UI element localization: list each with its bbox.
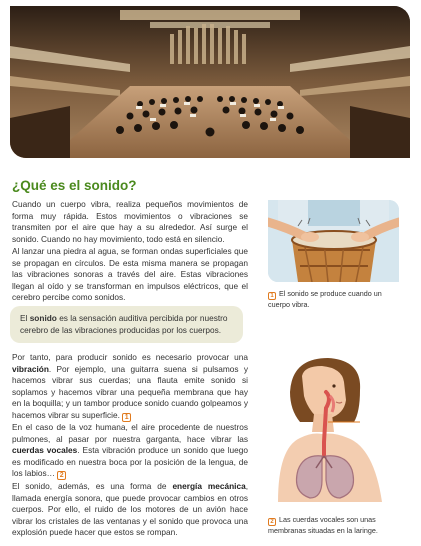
figure-ref-2[interactable]: 2 [57,471,66,480]
keyword-energia-mecanica: energía mecánica [172,481,246,491]
keyword-cuerdas-vocales: cuerdas vocales [12,445,78,456]
section-title: ¿Qué es el sonido? [12,178,137,193]
text-span: . Esta vibración produce un sonido que luego es modificado en nuestra boca por la posición de la lengua, de los labios… [12,445,248,479]
figure-ref-1[interactable]: 1 [122,413,131,422]
text-span: . Por ejemplo, una guitarra suena si pulsamos y hacemos vibrar sus cuerdas; una flauta emite sonido si soplamos y hacemos vibrar una pequeña membrana que hay en la boquilla; y un tambor produce sonido cuando golpeamos y hacemos vibrar su superficie. [12,363,248,420]
figure-2-caption [268,515,400,535]
definition-text: es la sensación auditiva percibida por nuestro cerebro de las vibraciones producidas por los cuerpos. [20,313,228,335]
figure-1-caption [268,289,400,309]
figure-2-number: 2 [268,518,276,526]
keyword-vibracion: vibración [12,363,49,374]
text-span: El sonido, además, es una forma de [12,481,173,491]
orchestra-image [10,6,410,158]
definition-box [10,306,243,343]
caption-text: El sonido se produce cuando un cuerpo vibra. [268,289,382,309]
caption-text: Las cuerdas vocales son unas membranas situadas en la laringe. [268,515,378,535]
vocal-tract-illustration [270,352,398,502]
paragraph-waves: Al lanzar una piedra al agua, se forman ondas superficiales que se propagan en círculos. De esta misma manera se propagan las vibraciones sonoras a través del aire. Estas vibraciones llegan al oído y se transforman en impulsos eléctricos, que el cerebro percibe como sonidos. [12,246,248,303]
text-span: Por tanto, para producir sonido es necesario provocar una [12,352,248,362]
paragraph-vibration [12,352,248,422]
paragraph-intro: Cuando un cuerpo vibra, realiza pequeños movimientos de forma muy rápida. Estos movimientos o vibraciones se transmiten por el aire que hay a su alrededor. Así surge el sonido. Cuando no hay movimiento, todo está en silencio. [12,199,248,244]
definition-prefix: El [20,313,30,323]
paragraph-voice [12,422,248,480]
drum-illustration [268,200,399,282]
definition-term: sonido [29,313,57,323]
figure-1-drum [268,200,399,282]
figure-1-number: 1 [268,292,276,300]
figure-2-vocal-tract [270,352,398,502]
paragraph-energy [12,481,248,539]
concert-hall-photo [10,6,410,158]
text-span: En el caso de la voz humana, el aire procedente de nuestros pulmones, al pasar por nuestra garganta, hace vibrar las [12,422,248,444]
text-span: , llamada energía sonora, que puede provocar cambios en otros cuerpos. Por ello, el ruido de los motores de un avión hace vibrar los cristales de las ventanas y el sonido que provoca una explosión puede hacer que estos se rompan. [12,481,249,538]
